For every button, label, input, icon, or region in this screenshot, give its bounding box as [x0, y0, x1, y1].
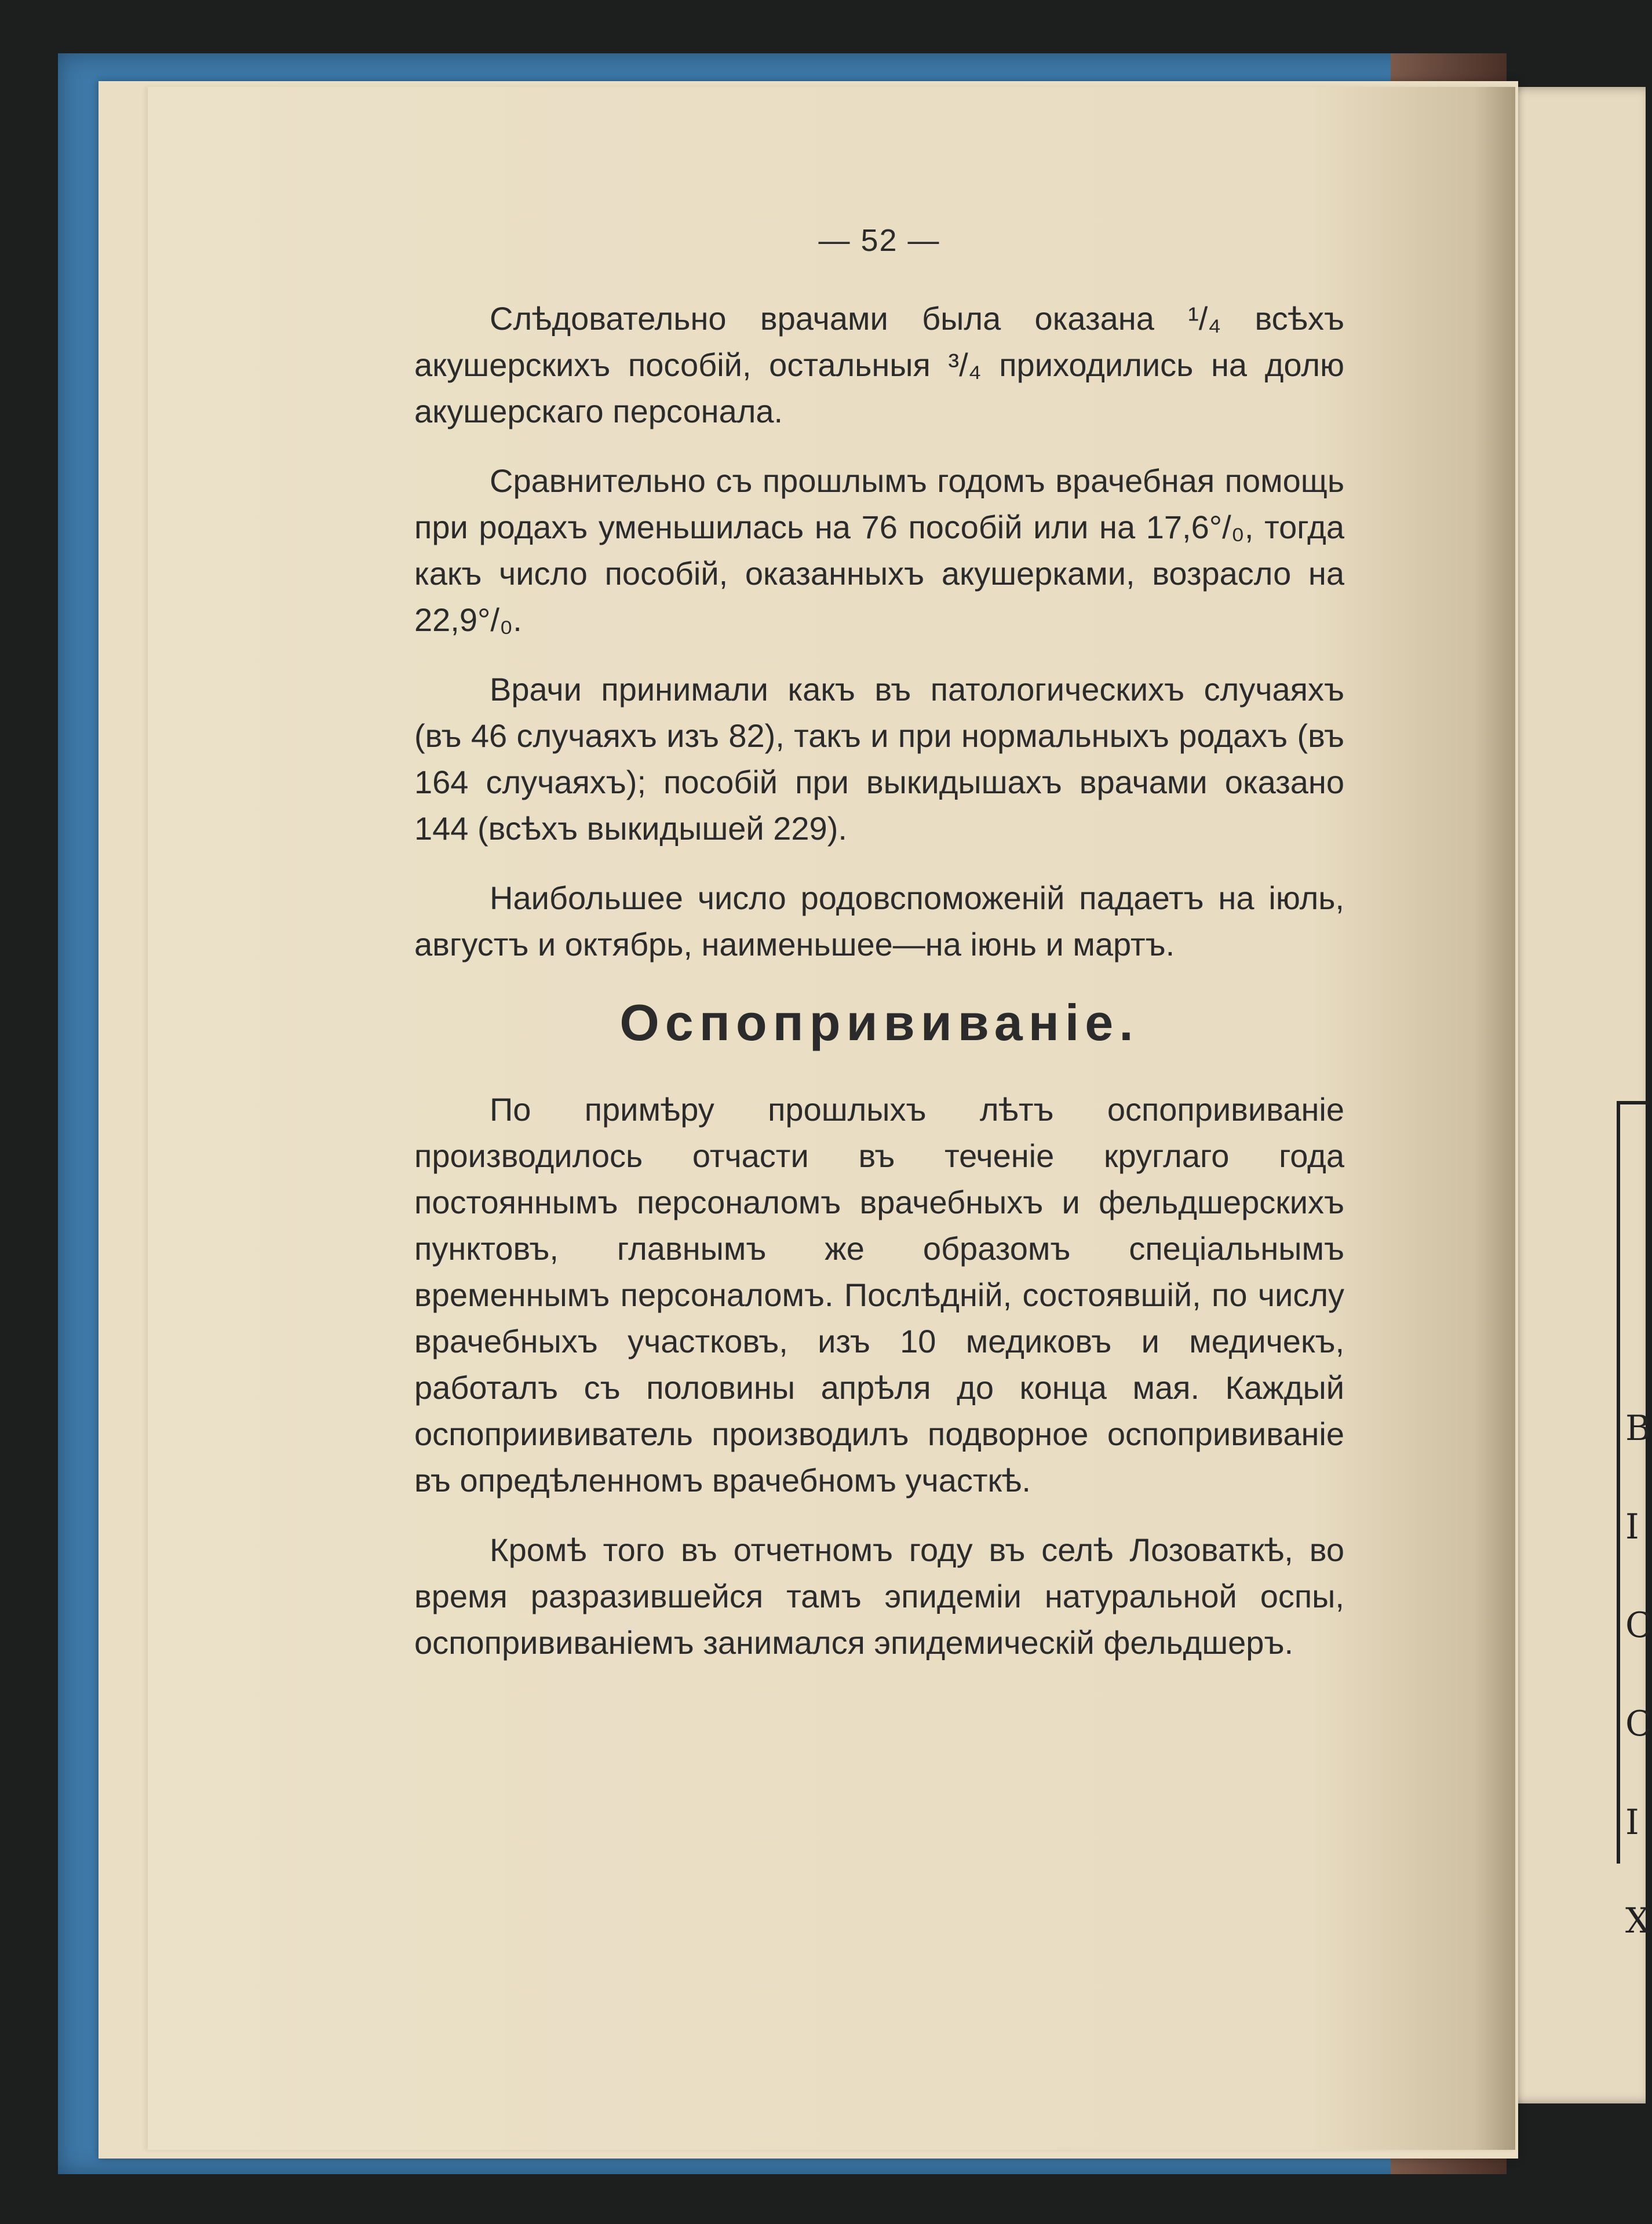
section-heading: Оспопрививаніе. [619, 994, 1139, 1051]
next-page-letters [1625, 1379, 1652, 1970]
paragraph: Сравнительно съ прошлымъ годомъ врачебная помощь при родахъ уменьшилась на 76 пособій или на 17,6°/₀, тогда какъ число пособій, оказанныхъ акушерками, возрасло на 22,9°/₀. [414, 462, 1344, 638]
paragraph: Врачи принимали какъ въ патологическихъ случаяхъ (въ 46 случаяхъ изъ 82), такъ и при нормальныхъ родахъ (въ 164 случаяхъ); пособій при выкидышахъ врачами оказано 144 (всѣхъ выкидышей 229). [414, 671, 1344, 847]
next-page-letter: С [1625, 1704, 1652, 1744]
paragraph: Слѣдовательно врачами была оказана ¹/₄ всѣхъ акушерскихъ пособій, остальныя ³/₄ приходились на долю акушерскаго персонала. [414, 300, 1344, 429]
paragraph: По примѣру прошлыхъ лѣтъ оспопрививаніе производилось отчасти въ теченіе круглаго года постояннымъ персоналомъ врачебныхъ и фельдшерскихъ пунктовъ, главнымъ же образомъ спеціальнымъ временнымъ персоналомъ. Послѣдній, состоявшій, по числу врачебныхъ участковъ, изъ 10 медиковъ и медичекъ, работалъ съ половины апрѣля до конца мая. Каждый оспоприививатель производилъ подворное оспопрививаніе въ опредѣленномъ врачебномъ участкѣ. [414, 1091, 1344, 1499]
paragraph: Кромѣ того въ отчетномъ году въ селѣ Лозоваткѣ, во время разразившейся тамъ эпидеміи натуральной оспы, оспопрививаніемъ занимался эпидемическій фельдшеръ. [414, 1532, 1344, 1661]
page-text [414, 217, 1344, 1689]
next-page-letter: С [1625, 1605, 1652, 1646]
next-page-letter: І [1625, 1802, 1639, 1843]
paragraph: Наибольшее число родовспоможеній падаетъ на іюль, августъ и октябрь, наименьшее—на іюнь и мартъ. [414, 880, 1344, 962]
next-page-letter: В [1625, 1408, 1651, 1449]
page-number: — 52 — [818, 223, 940, 258]
next-page-letter: І [1625, 1507, 1639, 1547]
next-page-letter: Х [1625, 1901, 1650, 1941]
